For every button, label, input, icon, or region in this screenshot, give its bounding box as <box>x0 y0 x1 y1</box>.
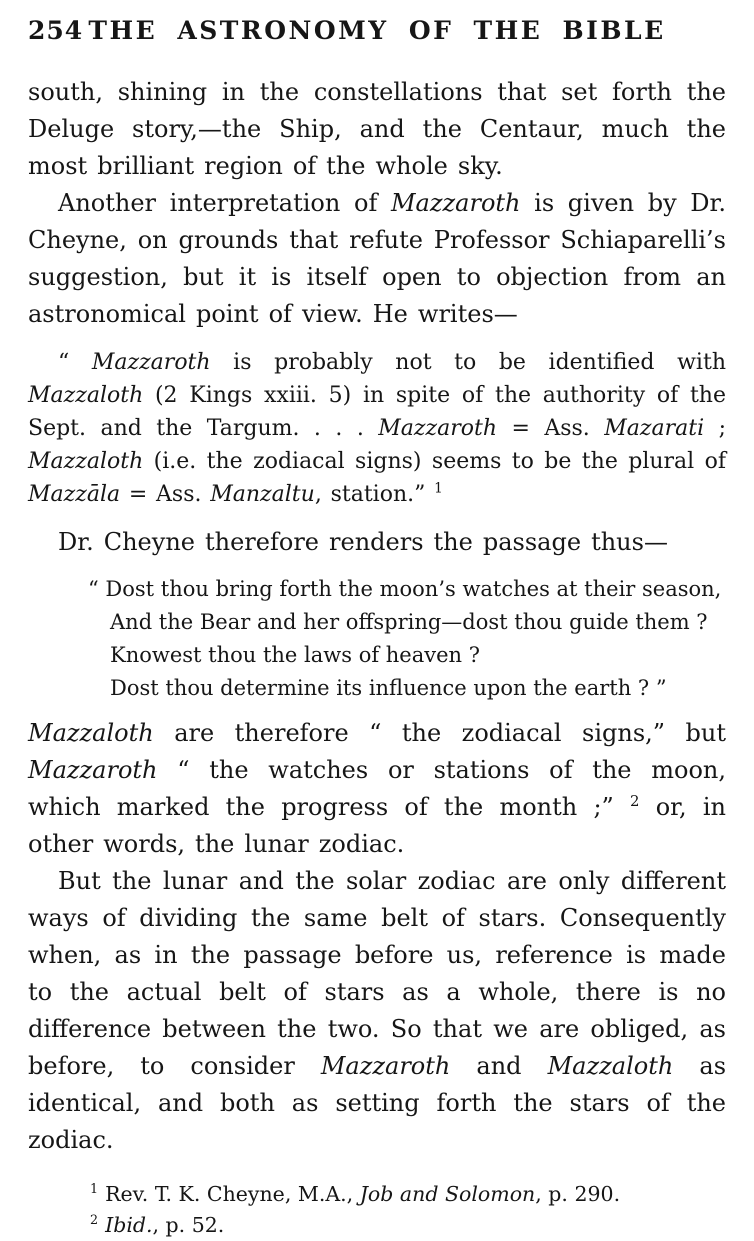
page-text <box>28 74 726 1159</box>
text-run: , p. 290. <box>535 1182 621 1206</box>
text-run: ; <box>704 416 726 441</box>
text-run: Manzaltu <box>210 482 315 507</box>
footnote-marker: 2 <box>90 1212 99 1228</box>
text-run: is given by Dr. Cheyne, on grounds that refute Professor Schiaparelli’s suggestion, but it is itself open to objection from an astronomical point of view. He writes— <box>28 189 726 328</box>
text-run: as identical, and both as setting forth the stars of the zodiac. <box>28 1052 727 1154</box>
text-run: “ Dost thou bring forth the moon’s watches at their season, <box>88 577 722 601</box>
footnote-marker: 1 <box>90 1181 99 1197</box>
text-run: Mazzaroth <box>91 350 211 375</box>
footnote <box>90 1210 726 1241</box>
paragraph <box>28 715 726 863</box>
text-run: or, in other words, the lunar zodiac. <box>28 793 726 858</box>
verse-line <box>88 672 726 705</box>
text-run: Mazzaroth <box>320 1052 451 1080</box>
verse-line <box>88 573 726 606</box>
page-header <box>28 14 726 52</box>
footnote-reference: 2 <box>630 792 640 810</box>
text-run: Mazzāla <box>28 482 121 507</box>
verse-line <box>88 606 726 639</box>
text-run: Mazzaroth <box>378 416 497 441</box>
text-run: are therefore “ the zodiacal signs,” but <box>153 719 726 747</box>
paragraph <box>28 74 726 185</box>
text-run: “ <box>58 350 92 375</box>
text-run: And the Bear and her offspring—dost thou guide them ? <box>110 610 708 634</box>
paragraph <box>28 863 726 1159</box>
text-run: south, shining in the constellations that set forth the Deluge story,—the Ship, and the Centaur, much the most brilliant region of the whole sky. <box>28 78 726 180</box>
block-quote <box>28 346 726 511</box>
text-run: But the lunar and the solar zodiac are only different ways of dividing the same belt of stars. Consequently when, as in the passage before us, reference is made to the actual belt of stars as a whole, there is no difference between the two. So that we are obliged, as before, to consider <box>28 867 726 1080</box>
footnotes <box>90 1179 726 1241</box>
text-run: (2 Kings xxiii. 5) in spite of the authority of the Sept. and the Targum. . . . <box>28 383 726 441</box>
page-title: THE ASTRONOMY OF THE BIBLE <box>88 16 666 45</box>
text-run: Mazzaloth <box>547 1052 674 1080</box>
text-run: Dr. Cheyne therefore renders the passage thus— <box>58 528 668 556</box>
text-run: Ibid. <box>105 1213 153 1237</box>
text-run: Rev. T. K. Cheyne, M.A., <box>105 1182 360 1206</box>
text-run: = Ass. <box>120 482 211 507</box>
text-run: and <box>450 1052 548 1080</box>
text-run: Knowest thou the laws of heaven ? <box>110 643 481 667</box>
text-run: , p. 52. <box>152 1213 225 1237</box>
text-run: is probably not to be identified with <box>210 350 726 375</box>
text-run: , station.” <box>314 482 435 507</box>
text-run: Mazzaroth <box>28 756 158 784</box>
text-run: Mazarati <box>604 416 705 441</box>
text-run: Mazzaloth <box>28 383 144 408</box>
verse-line <box>88 639 726 672</box>
footnote-reference: 1 <box>434 480 443 497</box>
text-run: Mazzaroth <box>390 189 521 217</box>
text-run: (i.e. the zodiacal signs) seems to be the plural of <box>143 449 726 474</box>
text-run: Another interpretation of <box>58 189 391 217</box>
verse-quote <box>88 573 726 705</box>
text-run: = Ass. <box>497 416 605 441</box>
footnote <box>90 1179 726 1210</box>
text-run: Mazzaloth <box>28 449 144 474</box>
text-run: Dost thou determine its influence upon the earth ? ” <box>110 676 667 700</box>
text-run: Mazzaloth <box>28 719 154 747</box>
paragraph <box>28 185 726 333</box>
text-run: Job and Solomon <box>359 1182 536 1206</box>
text-run: “ the watches or stations of the moon, which marked the progress of the month ;” <box>28 756 726 821</box>
page-number: 254 <box>28 16 84 45</box>
paragraph <box>28 524 726 561</box>
